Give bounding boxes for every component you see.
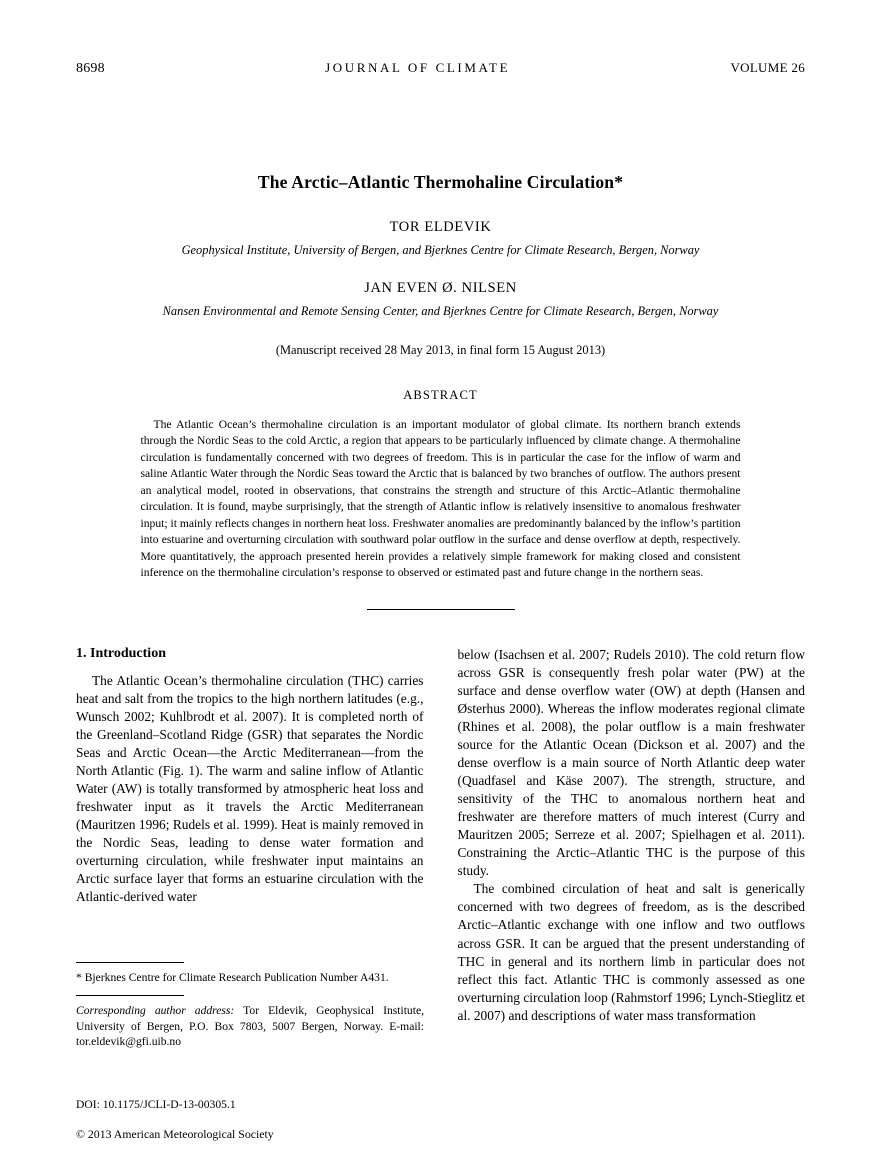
footnote-divider-2 [76,995,184,996]
abstract-heading: ABSTRACT [403,388,478,402]
abstract-divider [367,609,515,610]
footnote-corresponding-author [76,1003,424,1050]
journal-name: JOURNAL OF CLIMATE [325,60,511,75]
footnote-star: * Bjerknes Centre for Climate Research Publication Number A431. [76,971,389,984]
page-title: The Arctic–Atlantic Thermohaline Circulation* [257,172,624,192]
corresponding-author-label: Corresponding author address: [76,1003,235,1017]
footnote-divider [76,962,184,963]
footnote-area [76,962,424,1059]
copyright-text: © 2013 American Meteorological Society [76,1127,274,1141]
doi-text: DOI: 10.1175/JCLI-D-13-00305.1 [76,1098,236,1111]
running-head [76,60,805,77]
section-heading-introduction: 1. Introduction [76,646,166,661]
paragraph: The Atlantic Ocean’s thermohaline circulation (THC) carries heat and salt from the tropics to the high northern latitudes (e.g., Wunsch 2002; Kuhlbrodt et al. 2007). It is completed north of the Greenland–Scotland Ridge (GSR) that separates the Nordic Seas and Arctic Ocean—the Arctic Mediterranean—from the North Atlantic (Fig. 1). The warm and saline inflow of Atlantic Water (AW) is totally transformed by atmospheric heat loss and freshwater input as it travels the Arctic Mediterranean (Mauritzen 1996; Rudels et al. 1999). Heat is mainly removed in the Nordic Seas, leading to dense water formation and overturning circulation, while freshwater input maintains an Arctic surface layer that forms an estuarine circulation with the Atlantic-derived water [76,673,424,905]
author-affiliation-1: Geophysical Institute, University of Bergen, and Bjerknes Centre for Climate Research, Bergen, Norway [181,243,700,257]
volume-label: VOLUME 26 [730,60,805,75]
corresponding-author-text: Tor Eldevik, Geophysical Institute, University of Bergen, P.O. Box 7803, 5007 Bergen, Norway. E-mail: tor.eldevik@gfi.uib.no [76,1003,424,1049]
paragraph: below (Isachsen et al. 2007; Rudels 2010). The cold return flow across GSR is consequently fresh polar water (PW) at the surface and dense overflow water (OW) at depth (Hansen and Østerhus 2000). Whereas the inflow moderates regional climate (Rhines et al. 2008), the polar outflow is a main freshwater source for the Atlantic Ocean (Dickson et al. 2007) and the dense overflow is a main source of North Atlantic deep water (Quadfasel and Käse 2007). The strength, structure, and sensitivity of the THC to anomalous northern heat and freshwater are therefore matters of much interest (Curry and Mauritzen 2005; Serreze et al. 2007; Spielhagen et al. 2011). Constraining the Arctic–Atlantic THC is the purpose of this study. [457,647,805,879]
right-column [458,646,806,1025]
paragraph: The combined circulation of heat and salt is generically concerned with two degrees of freedom, as is the described Arctic–Atlantic exchange with one inflow and two outflows across GSR. It can be argued that the present understanding of THC in general and its northern limb in particular does not reflect this fact. Atlantic THC is commonly assessed as one overturning circulation loop (Rahmstorf 1996; Lynch-Stieglitz et al. 2007) and descriptions of water mass transformation [457,881,805,1023]
manuscript-dates: (Manuscript received 28 May 2013, in final form 15 August 2013) [275,343,606,357]
author-name-2: JAN EVEN Ø. NILSEN [364,280,517,296]
title-block [76,172,805,610]
author-affiliation-2: Nansen Environmental and Remote Sensing Center, and Bjerknes Centre for Climate Research, Bergen, Norway [162,304,719,318]
left-column [76,646,424,1049]
abstract-text: The Atlantic Ocean’s thermohaline circulation is an important modulator of global climate. Its northern branch extends through the Nordic Seas to the cold Arctic, a region that appears to be particularly influenced by climate change. A thermohaline circulation is fundamentally concerned with two degrees of freedom. This is in particular the case for the inflow of warm and saline Atlantic Water through the Nordic Seas toward the Arctic that is balanced by two branches of outflow. The authors present an analytical model, rooted in observations, that constrains the strength and structure of this Arctic–Atlantic thermohaline circulation. It is found, maybe surprisingly, that the strength of Atlantic inflow is relatively insensitive to anomalous freshwater input; it mainly reflects changes in northern heat loss. Freshwater anomalies are predominantly balanced by the inflow’s partition into estuarine and overturning circulation with southward polar outflow in the surface and dense overflow at depth, respectively. More quantitatively, the approach presented herein provides a relatively simple framework for making closed and consistent inference on the thermohaline circulation’s response to observed or estimated past and future change in the northern seas. [140,418,741,580]
page-number: 8698 [76,61,105,76]
body-columns [76,646,805,1049]
author-name-1: TOR ELDEVIK [389,219,492,235]
